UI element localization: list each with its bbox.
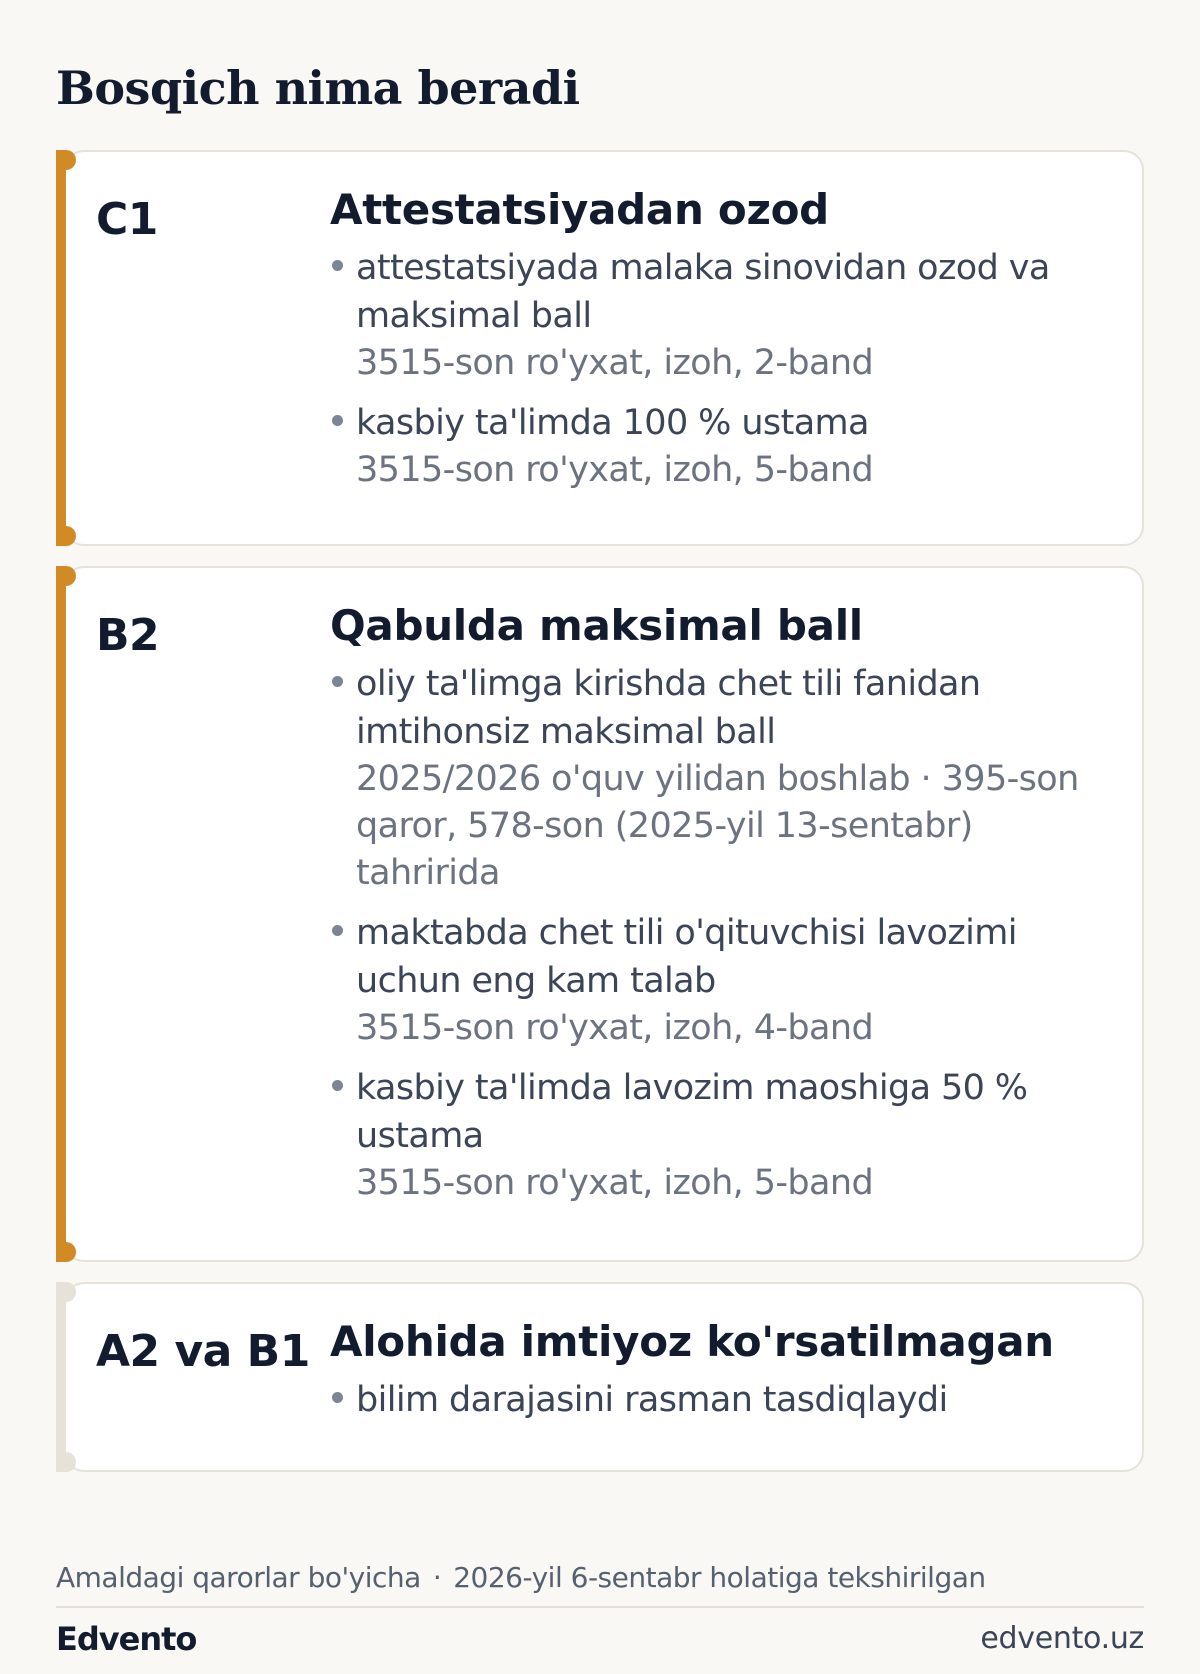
benefit-source: 3515-son ro'yxat, izoh, 5-band [356,450,874,490]
bullet-icon [332,260,343,271]
benefit-source: 3515-son ro'yxat, izoh, 2-band [356,343,874,383]
bullet-icon [332,1392,343,1403]
level-label: B2 [96,610,160,661]
benefit-heading: Qabulda maksimal ball [330,601,863,650]
bullet-icon [332,676,343,687]
bullet-icon [332,1080,343,1091]
footer-divider [56,1606,1144,1608]
benefit-source: 2025/2026 o'quv yilidan boshlab · 395-son qaror, 578-son (2025-yil 13-sentabr) tahririda [356,759,1079,893]
benefit-text: maktabda chet tili o'qituvchisi lavozimi uchun eng kam talab [356,913,1017,1001]
benefit-item [330,660,1104,897]
accent-rail [56,566,66,1262]
benefit-source: 3515-son ro'yxat, izoh, 4-band [356,1008,874,1048]
footer-checked-date: 2026-yil 6-sentabr holatiga tekshirilgan [453,1561,986,1594]
footer-basis: Amaldagi qarorlar bo'yicha [56,1561,421,1594]
level-card-c1 [56,150,1144,546]
benefit-item [330,909,1104,1052]
benefit-item [330,399,1104,494]
benefit-text: attestatsiyada malaka sinovidan ozod va maksimal ball [356,248,1050,336]
benefit-item [330,1376,1104,1424]
benefit-item [330,244,1104,387]
level-label: A2 va B1 [96,1326,310,1377]
benefit-source: 3515-son ro'yxat, izoh, 5-band [356,1163,874,1203]
benefit-text: kasbiy ta'limda 100 % ustama [356,403,869,443]
benefit-heading: Alohida imtiyoz ko'rsatilmagan [330,1317,1054,1366]
site-url: edvento.uz [980,1621,1144,1656]
bullet-icon [332,415,343,426]
benefit-heading: Attestatsiyadan ozod [330,185,829,234]
benefit-text: kasbiy ta'limda lavozim maoshiga 50 % ustama [356,1068,1028,1156]
page-title: Bosqich nima beradi [56,61,580,115]
footer-note [56,1558,986,1598]
level-card-a2-b1 [56,1282,1144,1472]
level-label: C1 [96,194,158,245]
level-card-b2 [56,566,1144,1262]
benefit-text: oliy ta'limga kirishda chet tili fanidan imtihonsiz maksimal ball [356,664,981,752]
muted-rail [56,1282,66,1472]
benefit-item [330,1064,1104,1207]
benefit-text: bilim darajasini rasman tasdiqlaydi [356,1380,948,1420]
bullet-icon [332,925,343,936]
footer-separator: · [432,1561,442,1594]
accent-rail [56,150,66,546]
brand-logo: Edvento [56,1620,197,1658]
